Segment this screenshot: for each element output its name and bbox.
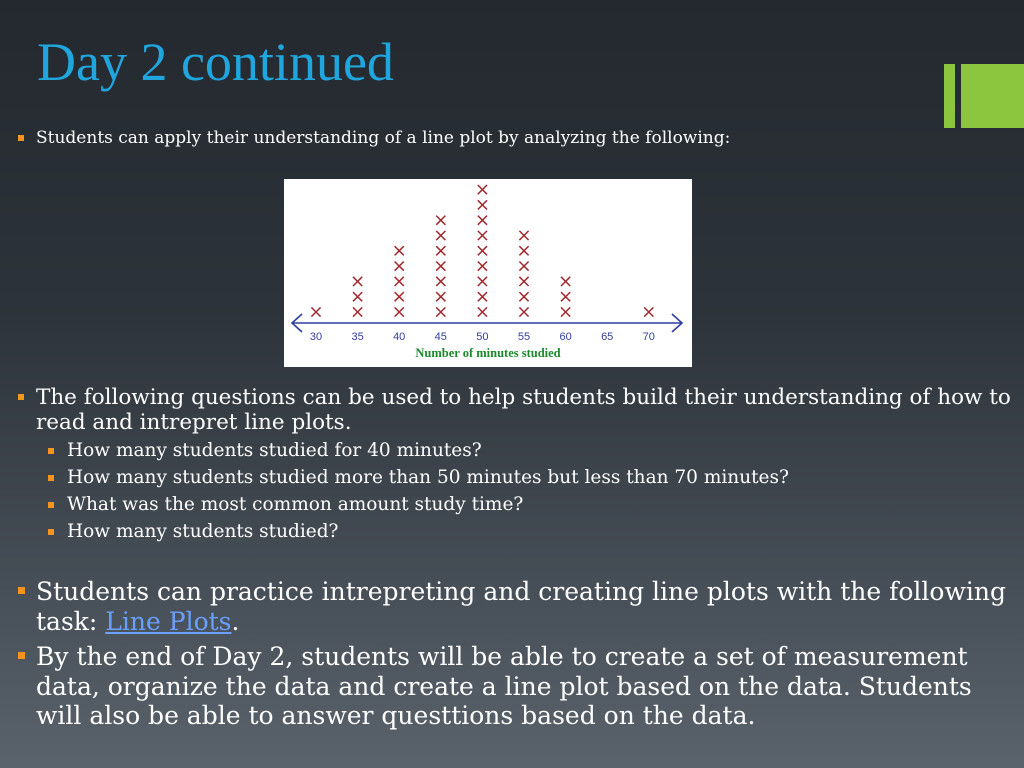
data-x-mark (519, 307, 528, 316)
data-x-mark (395, 246, 404, 255)
tick-label: 55 (517, 331, 531, 343)
sub-bullet-square-icon (48, 475, 54, 481)
tick-label: 50 (476, 331, 489, 343)
data-x-mark (436, 246, 445, 255)
data-x-mark (519, 262, 528, 271)
question-item (48, 467, 1008, 488)
data-x-mark (436, 216, 445, 225)
bullet-closing-text: By the end of Day 2, students will be able to create a set of measurement data, organize the data and create a line plot based on the data. Students will also be able to answer questtions based on the data. (36, 642, 972, 730)
data-x-mark (561, 292, 570, 301)
question-item (48, 440, 1008, 461)
tick-label: 60 (559, 331, 572, 343)
question-item (48, 521, 1008, 542)
data-x-mark (353, 292, 362, 301)
tick-label: 30 (309, 331, 323, 343)
x-axis-label: Number of minutes studied (415, 346, 561, 360)
bullet-closing (18, 642, 1013, 731)
data-x-mark (519, 277, 528, 286)
data-x-mark (353, 307, 362, 316)
line-plot-svg (284, 179, 692, 367)
data-x-mark (519, 246, 528, 255)
data-x-mark (395, 277, 404, 286)
accent-bar-left (944, 64, 955, 128)
tick-label: 40 (393, 331, 406, 343)
data-x-mark (436, 231, 445, 240)
tick-label: 45 (434, 331, 447, 343)
data-x-mark (436, 307, 445, 316)
data-x-mark (519, 292, 528, 301)
question-item (48, 494, 1008, 515)
practice-text-after: . (231, 606, 240, 636)
line-plots-link[interactable]: Line Plots (105, 606, 232, 636)
tick-label: 35 (351, 331, 364, 343)
data-x-mark (644, 307, 653, 316)
bullet-practice-text (36, 577, 1013, 636)
data-x-mark (311, 307, 320, 316)
data-x-mark (561, 277, 570, 286)
data-x-mark (478, 216, 487, 225)
sub-bullet-square-icon (48, 502, 54, 508)
data-x-mark (478, 307, 487, 316)
bullet-square-icon (18, 135, 24, 141)
question-text: How many students studied for 40 minutes? (67, 440, 482, 461)
data-x-mark (436, 262, 445, 271)
data-x-mark (353, 277, 362, 286)
bullet-practice (18, 577, 1013, 636)
data-x-mark (478, 185, 487, 194)
bullet-intro (18, 128, 1013, 148)
question-text: How many students studied more than 50 minutes but less than 70 minutes? (67, 467, 789, 488)
sub-bullet-square-icon (48, 529, 54, 535)
bullet-intro-text: Students can apply their understanding of a line plot by analyzing the following: (36, 128, 731, 148)
bullet-square-icon (18, 587, 25, 594)
slide-title: Day 2 continued (37, 32, 394, 92)
bullet-square-icon (18, 394, 24, 400)
data-x-mark (478, 200, 487, 209)
bullet-questions-intro-text: The following questions can be used to help students build their understanding of how to read and intrepret line plots. (36, 385, 1011, 436)
data-x-mark (395, 307, 404, 316)
accent-bar-right (961, 64, 1024, 128)
data-x-mark (561, 307, 570, 316)
data-x-mark (478, 292, 487, 301)
practice-text-before: Students can practice intrepreting and creating line plots with the following task: (36, 577, 1006, 636)
data-x-mark (478, 262, 487, 271)
bullet-questions-intro (18, 385, 1013, 436)
data-x-mark (395, 262, 404, 271)
question-text: What was the most common amount study time? (67, 494, 524, 515)
data-x-mark (478, 277, 487, 286)
line-plot-figure (284, 179, 692, 367)
tick-label: 65 (601, 331, 614, 343)
data-x-mark (395, 292, 404, 301)
data-x-mark (478, 231, 487, 240)
data-x-mark (478, 246, 487, 255)
data-x-mark (436, 292, 445, 301)
data-x-mark (436, 277, 445, 286)
question-text: How many students studied? (67, 521, 339, 542)
bullet-square-icon (18, 652, 25, 659)
data-x-mark (519, 231, 528, 240)
sub-bullet-square-icon (48, 448, 54, 454)
tick-label: 70 (642, 331, 655, 343)
